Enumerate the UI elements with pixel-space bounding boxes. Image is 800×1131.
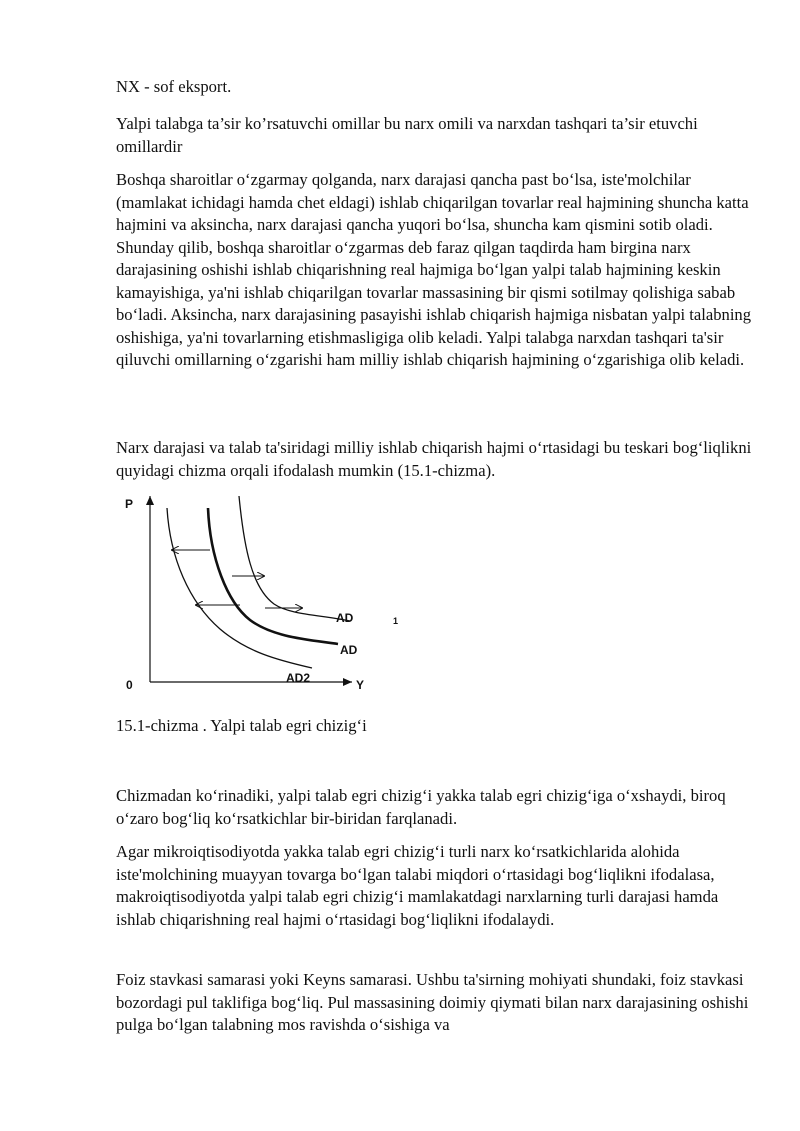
paragraph-inverse-relationship: Narx darajasi va talab ta'siridagi milliy ishlab chiqarish hajmi o‘rtasidagi bu teskari bog‘liqlikni quyidagi chizma orqali ifodalash mumkin (15.1-chizma). <box>116 438 752 480</box>
paragraph-curve-comparison: Chizmadan ko‘rinadiki, yalpi talab egri chizig‘i yakka talab egri chizig‘iga o‘xshaydi, biroq o‘zaro bog‘liq ko‘rsatkichlar bir-biridan farqlanadi. <box>116 786 726 828</box>
aggregate-demand-figure <box>112 488 412 698</box>
figure-caption: 15.1-chizma . Yalpi talab egri chizig‘i <box>116 716 367 735</box>
paragraph-nx: NX - sof eksport. <box>116 77 232 96</box>
paragraph-micro-macro: Agar mikroiqtisodiyotda yakka talab egri chizig‘i turli narx ko‘rsatkichlarida alohida iste'molchining muayyan tovarga bo‘lgan talabi miqdori o‘rtasidagi bog‘liqlikni ifodalasa, makroiqtisodiyotda yalpi talab egri chizig‘i mamlakatdagi narxlarning turli darajasi hamda ishlab chiqarishning real hajmi o‘rtasidagi bog‘liqlikni ifodalaydi. <box>116 842 719 929</box>
y-axis-label: P <box>125 497 134 511</box>
origin-label: 0 <box>126 678 133 692</box>
paragraph-keynes-effect: Foiz stavkasi samarasi yoki Keyns samarasi. Ushbu ta'sirning mohiyati shundaki, foiz stavkasi bozordagi pul taklifiga bog‘liq. Pul massasining doimiy qiymati bilan narx darajasining oshishi pulga bo‘lgan talabning mos ravishda o‘sishiga va <box>116 970 749 1034</box>
ad-curve <box>208 508 338 644</box>
x-axis-label: Y <box>356 678 365 692</box>
ad1-curve-label: AD <box>336 611 354 625</box>
paragraph-aggregate-demand-factors: Yalpi talabga ta’sir ko’rsatuvchi omillar bu narx omili va narxdan tashqari ta’sir etuvchi omillardir <box>116 114 698 156</box>
aggregate-demand-diagram <box>112 488 412 698</box>
ad2-curve-label: AD2 <box>286 671 311 685</box>
ad1-curve <box>239 496 350 621</box>
ad-curve-label: AD <box>340 643 358 657</box>
ad1-curve-subscript: 1 <box>393 616 399 626</box>
ad2-curve <box>167 508 312 668</box>
paragraph-price-level-effect: Boshqa sharoitlar o‘zgarmay qolganda, narx darajasi qancha past bo‘lsa, iste'molchilar (mamlakat ichidagi hamda chet eldagi) ishlab chiqarilgan tovarlar real hajmining shuncha katta hajmini va aksincha, narx darajasi qancha yuqori bo‘lsa, shuncha kam qismini sotib oladi. Shunday qilib, boshqa sharoitlar o‘zgarmas deb faraz qilgan taqdirda ham birgina narx darajasining oshishi ishlab chiqarishning real hajmiga bo‘lgan yalpi talab hajmining keskin kamayishiga, ya'ni ishlab chiqarilgan tovarlar massasining bir qismi sotilmay qolishiga sabab bo‘ladi. Aksincha, narx darajasining pasayishi ishlab chiqarish hajmiga nisbatan yalpi talabning oshishiga, ya'ni tovarlarning etishmasligiga olib keladi. Yalpi talabga narxdan tashqari ta'sir qiluvchi omillarning o‘zgarishi ham milliy ishlab chiqarish hajmining o‘zgarishiga olib keladi. <box>116 170 752 369</box>
